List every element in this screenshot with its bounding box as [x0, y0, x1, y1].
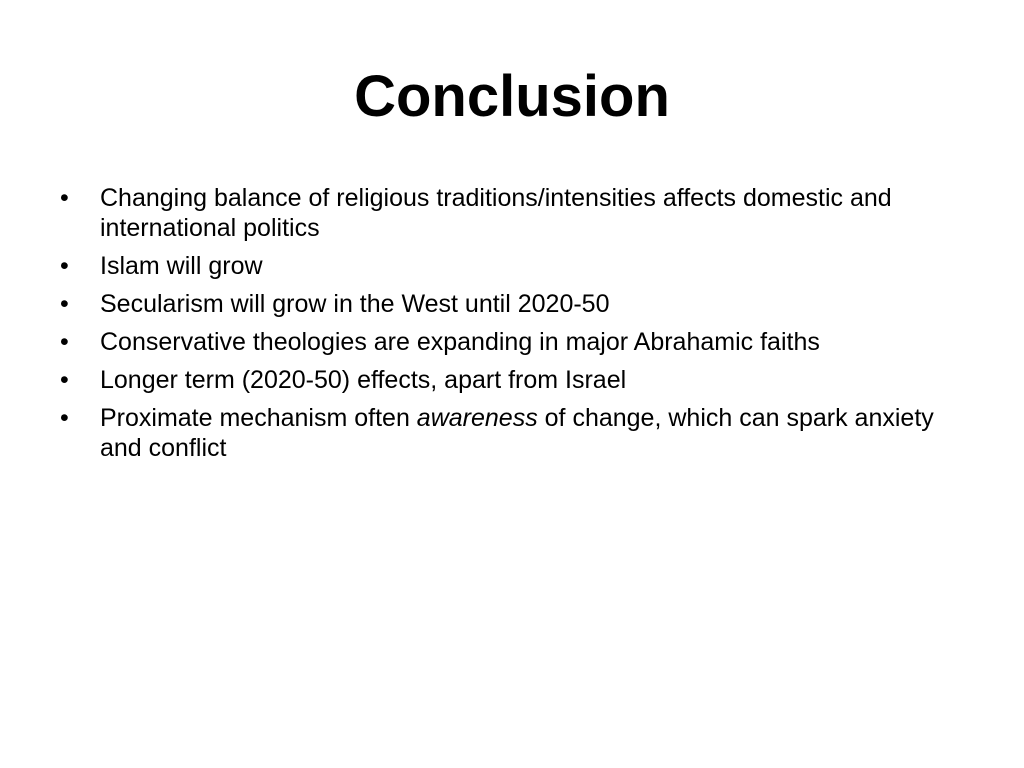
bullet-marker: • — [60, 404, 69, 432]
bullet-text: Islam will grow — [100, 252, 263, 280]
bullet-text-after: of change, which can spark anxiety and conflict — [100, 404, 934, 462]
bullet-marker: • — [60, 252, 69, 280]
slide-title: Conclusion — [354, 64, 670, 129]
bullet-marker: • — [60, 366, 69, 394]
bullet-text: Changing balance of religious traditions/intensities affects domestic and international politics — [100, 184, 892, 242]
bullet-text-emphasis: awareness — [416, 404, 538, 432]
bullet-item — [60, 251, 960, 281]
bullet-marker: • — [60, 328, 69, 356]
bullet-item — [60, 289, 960, 319]
bullet-marker: • — [60, 290, 69, 318]
bullet-list — [60, 183, 960, 471]
bullet-text: Longer term (2020-50) effects, apart from Israel — [100, 366, 627, 394]
bullet-item — [60, 183, 960, 243]
bullet-item — [60, 403, 960, 463]
bullet-text: Conservative theologies are expanding in major Abrahamic faiths — [100, 328, 820, 356]
bullet-item — [60, 327, 960, 357]
bullet-text-before: Proximate mechanism often — [100, 404, 417, 432]
bullet-marker: • — [60, 184, 69, 212]
bullet-text: Secularism will grow in the West until 2020-50 — [100, 290, 610, 318]
bullet-item — [60, 365, 960, 395]
